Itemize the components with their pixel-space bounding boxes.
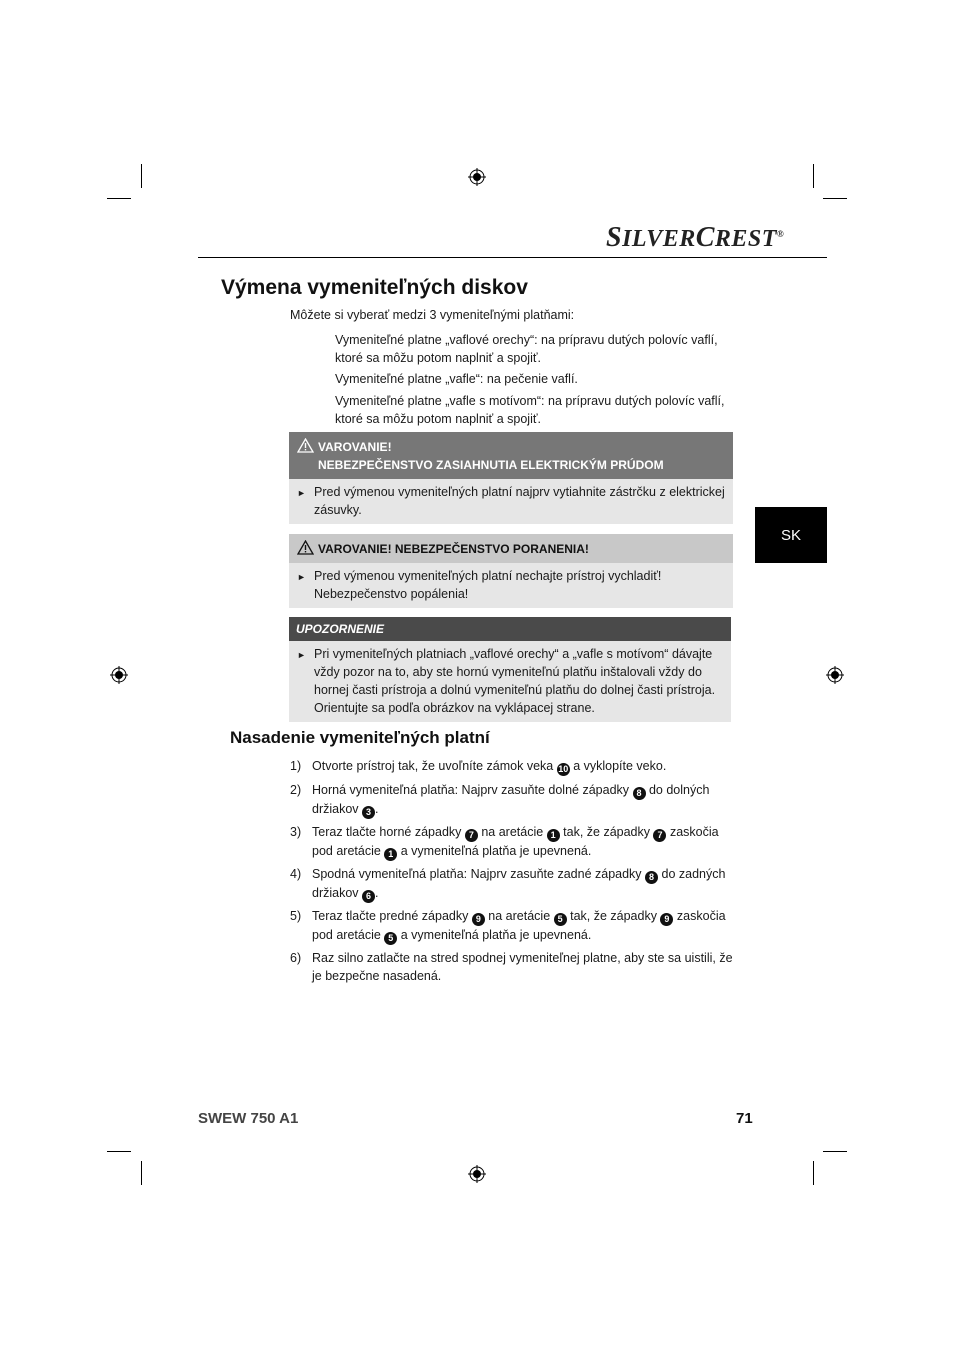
- crop-mark: [141, 1161, 142, 1185]
- step-text: Teraz tlačte horné západky 7 na aretácie 1 tak, že západky 7 zaskočia pod aretácie 1 a vymeniteľná platňa je upevnená.: [312, 825, 719, 859]
- arrow-bullet-icon: ►: [297, 488, 306, 498]
- intro-text: Môžete si vyberať medzi 3 vymeniteľnými platňami:: [290, 308, 575, 322]
- crop-mark: [823, 1151, 847, 1152]
- arrow-bullet-icon: ►: [297, 572, 306, 582]
- warning-text: Pred výmenou vymeniteľných platní nechajte prístroj vychladiť! Nebezpečenstvo popálenia!: [314, 569, 662, 601]
- step-number: 4): [290, 867, 302, 881]
- notice-body: [289, 641, 731, 722]
- plate-option: Vymeniteľné platne „vafle s motívom“: na prípravu dutých polovíc vaflí, ktoré sa môžu potom naplniť a spojiť.: [335, 394, 725, 426]
- warning-header: [289, 432, 733, 479]
- part-number-badge: 8: [633, 787, 646, 800]
- step-text: Otvorte prístroj tak, že uvoľníte zámok veka 10 a vyklopíte veko.: [312, 759, 667, 774]
- part-number-badge: 10: [558, 764, 569, 774]
- crop-mark: [107, 1151, 131, 1152]
- warning-body: [289, 479, 733, 524]
- crop-mark: [107, 198, 131, 199]
- step-item: [290, 757, 735, 776]
- registration-mark-icon: [468, 1165, 486, 1183]
- notice-box: [289, 617, 731, 722]
- part-number-badge: 8: [645, 871, 658, 884]
- step-item: [290, 781, 735, 819]
- brand-logo: SILVERCREST®: [606, 222, 785, 253]
- warning-triangle-icon: [297, 540, 314, 555]
- crop-mark: [823, 198, 847, 199]
- registration-mark-icon: [826, 666, 844, 684]
- part-number-badge: 7: [465, 829, 478, 842]
- warning-body: [289, 563, 733, 608]
- crop-mark: [813, 1161, 814, 1185]
- page-number: 71: [736, 1110, 753, 1127]
- part-number-badge: 9: [472, 913, 485, 926]
- part-number-badge: 5: [384, 932, 397, 945]
- part-number-badge: 9: [660, 913, 673, 926]
- part-number-badge: 1: [384, 848, 397, 861]
- plate-option: Vymeniteľné platne „vafle“: na pečenie vaflí.: [335, 372, 578, 386]
- warning-triangle-icon: [297, 438, 314, 453]
- warning-text: Pred výmenou vymeniteľných platní najprv vytiahnite zástrčku z elektrickej zásuvky.: [314, 485, 725, 517]
- section-title: Nasadenie vymeniteľných platní: [230, 728, 490, 747]
- crop-mark: [813, 164, 814, 188]
- page-title: Výmena vymeniteľných diskov: [221, 276, 528, 299]
- part-number-badge: 7: [653, 829, 666, 842]
- warning-box-electric: [289, 432, 733, 524]
- step-text: Raz silno zatlačte na stred spodnej vymeniteľnej platne, aby ste sa uistili, že je bezpečne nasadená.: [312, 951, 733, 983]
- step-text: Horná vymeniteľná platňa: Najprv zasuňte dolné západky 8 do dolných držiakov 3 .: [312, 783, 710, 817]
- step-item: [290, 823, 735, 861]
- warning-subtitle: NEBEZPEČENSTVO ZASIAHNUTIA ELEKTRICKÝM PRÚDOM: [318, 458, 664, 472]
- crop-mark: [141, 164, 142, 188]
- step-number: 6): [290, 951, 302, 965]
- part-number-badge: 5: [554, 913, 567, 926]
- step-item: [290, 949, 735, 985]
- warning-title: VAROVANIE!: [318, 440, 392, 454]
- warning-box-injury: [289, 534, 733, 608]
- warning-header: [289, 534, 733, 563]
- warning-title: VAROVANIE! NEBEZPEČENSTVO PORANENIA!: [318, 542, 589, 556]
- part-number-badge: 6: [362, 890, 375, 903]
- language-tab: SK: [755, 507, 827, 563]
- notice-title: UPOZORNENIE: [289, 617, 731, 641]
- registration-mark-icon: [468, 168, 486, 186]
- step-number: 5): [290, 909, 302, 923]
- step-number: 3): [290, 825, 302, 839]
- step-item: [290, 865, 735, 903]
- notice-text: Pri vymeniteľných platniach „vaflové orechy“ a „vafle s motívom“ dávajte vždy pozor na to, aby ste hornú vymeniteľnú platňu inštalovali vždy do hornej časti prístroja a dolnú vymeniteľnú platňu do dolnej časti prístroja. Orientujte sa podľa obrázkov na vyklápacej strane.: [314, 647, 716, 715]
- plate-option: Vymeniteľné platne „vaflové orechy“: na prípravu dutých polovíc vaflí, ktoré sa môžu potom naplniť a spojiť.: [335, 333, 718, 365]
- header-rule: [198, 257, 827, 258]
- step-number: 2): [290, 783, 302, 797]
- registration-mark-icon: [110, 666, 128, 684]
- part-number-badge: 3: [362, 806, 375, 819]
- step-number: 1): [290, 759, 302, 773]
- step-text: Spodná vymeniteľná platňa: Najprv zasuňte zadné západky 8 do zadných držiakov 6 .: [312, 867, 726, 901]
- step-text: Teraz tlačte predné západky 9 na aretácie 5 tak, že západky 9 zaskočia pod aretácie 5 a vymeniteľná platňa je upevnená.: [312, 909, 726, 943]
- part-number-badge: 1: [547, 829, 560, 842]
- model-number: SWEW 750 A1: [198, 1110, 299, 1127]
- arrow-bullet-icon: ►: [297, 650, 306, 660]
- step-item: [290, 907, 735, 945]
